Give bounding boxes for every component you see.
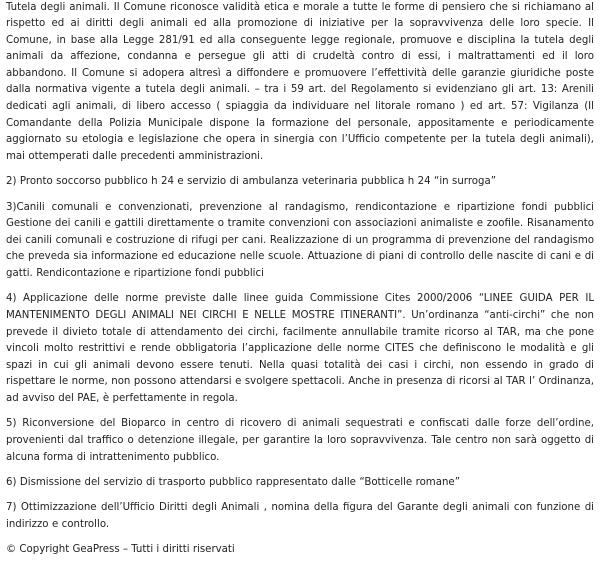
- paragraph-pronto-soccorso: 2) Pronto soccorso pubblico h 24 e servizio di ambulanza veterinaria pubblica h 24 “in surroga”: [6, 176, 497, 188]
- paragraph-tutela-animali: Tutela degli animali. Il Comune riconosce validità etica e morale a tutte le forme di pensiero che si richiamano al rispetto ed ai diritti degli animali ed alla promozione di iniziative per la sopravvivenza delle loro specie. Il Comune, in base alla Legge 281/91 ed alla conseguente legge regionale, promuove e disciplina la tutela degli animali da affezione, condanna e persegue gli atti di crudeltà contro di essi, i maltrattamenti ed il loro abbandono. Il Comune si adopera altresì a diffondere e promuovere l’effettività delle garanzie giuridiche poste dalla normativa vigente a tutela degli animali. – tra i 59 art. del Regolamento si evidenziano gli art. 13: Arenili dedicati agli animali, di libero accesso ( spiaggia da individuare nel litorale romano ) ed art. 57: Vigilanza (Il Comandante della Polizia Municipale dispone la formazione del personale, appositamente e periodicamente aggiornato su etologia e legislazione che opera in sinergia con l’Ufficio competente per la tutela degli animali), mai ottemperati dalle precedenti amministrazioni.: [6, 1, 594, 162]
- paragraph-canili-comunali: 3)Canili comunali e convenzionati, prevenzione al randagismo, rendicontazione e ripartizione fondi pubblici Gestione dei canili e gattili direttamente o tramite convenzioni con associazioni animaliste e zoofile. Risanamento dei canili comunali e costruzione di rifugi per cani. Realizzazione di un programma di prevenzione del randagismo che preveda sia informazione ed educazione nelle scuole. Attuazione di piani di controllo delle nascite di cani e di gatti. Rendicontazione e ripartizione fondi pubblici: [6, 201, 594, 279]
- paragraph-norme-cites: 4) Applicazione delle norme previste dalle linee guida Commissione Cites 2000/2006 “LINEE GUIDA PER IL MANTENIMENTO DEGLI ANIMALI NEI CIRCHI E NELLE MOSTRE ITINERANTI”. Un’ordinanza “anti-circhi” che non prevede il divieto totale di attendamento dei circhi, facilmente annullabile tramite ricorso al TAR, ma che pone vincoli molto restrittivi e rende obbligatoria l’applicazione delle norme CITES che definiscono le modalità e gli spazi in cui gli animali devono essere tenuti. Nella quasi totalità dei casi i circhi, non essendo in grado di rispettare le norme, non possono attendarsi e svolgere spettacoli. Anche in presenza di ricorsi al TAR l’ Ordinanza, ad avviso del PAE, è perfettamente in regola.: [6, 293, 594, 404]
- copyright-notice: © Copyright GeaPress – Tutti i diritti riservati: [6, 544, 235, 556]
- paragraph-ufficio-diritti: 7) Ottimizzazione dell’Ufficio Diritti degli Animali , nomina della figura del Garante degli animali con funzione di indirizzo e controllo.: [6, 502, 594, 530]
- paragraph-botticelle: 6) Dismissione del servizio di trasporto pubblico rappresentato dalle “Botticelle romane”: [6, 476, 460, 488]
- paragraph-bioparco: 5) Riconversione del Bioparco in centro di ricovero di animali sequestrati e confiscati dalle forze dell’ordine, provenienti dal traffico o detenzione illegale, per garantire la loro sopravvivenza. Tale centro non sarà oggetto di alcuna forma di intrattenimento pubblico.: [6, 418, 594, 463]
